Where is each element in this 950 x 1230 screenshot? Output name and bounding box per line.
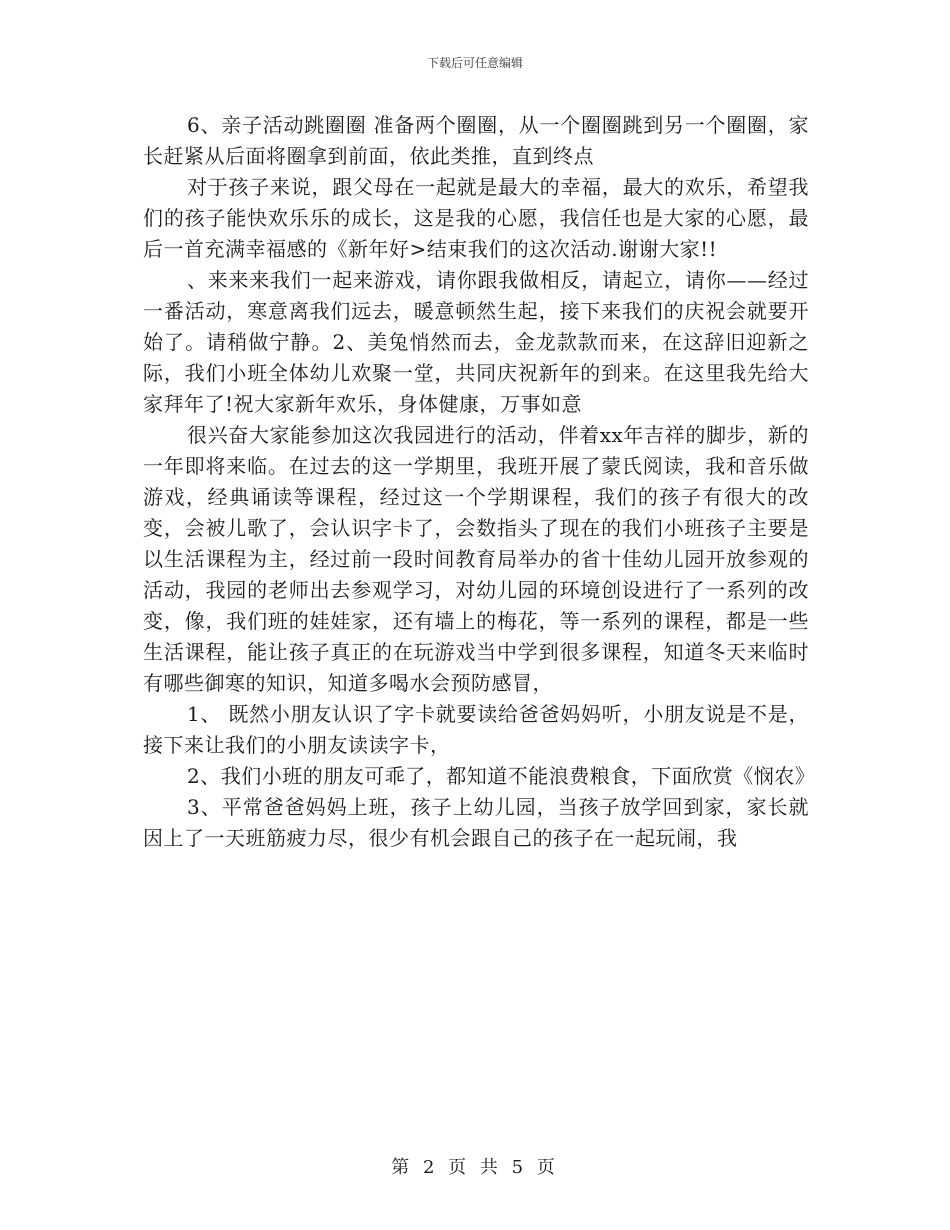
document-body [143,110,816,854]
paragraph-5: 1、 既然小朋友认识了字卡就要读给爸爸妈妈听，小朋友说是不是， 接下来让我们的小朋友读读字卡， [143,702,809,757]
paragraph-3: 、来来来我们一起来游戏，请你跟我做相反，请起立，请你——经过一番活动，寒意离我们远去，暖意顿然生起，接下来我们的庆祝会就要开始了。请稍做宁静。2、美兔悄然而去，金龙款款而来，在这辞旧迎新之际，我们小班全体幼儿欢聚一堂，共同庆祝新年的到来。在这里我先给大家拜年了!祝大家新年欢乐，身体健康，万事如意 [143,268,809,416]
page-header-note: 下载后可任意编辑 [426,56,523,70]
paragraph-4: 很兴奋大家能参加这次我园进行的活动，伴着xx年吉祥的脚步，新的一年即将来临。在过去的这一学期里，我班开展了蒙氏阅读，我和音乐做游戏，经典诵读等课程，经过这一个学期课程，我们的孩子有很大的改变，会被儿歌了，会认识字卡了，会数指头了现在的我们小班孩子主要是以生活课程为主，经过前一段时间教育局举办的省十佳幼儿园开放参观的活动，我园的老师出去参观学习，对幼儿园的环境创设进行了一系列的改变，像，我们班的娃娃家，还有墙上的梅花，等一系列的课程，都是一些生活课程，能让孩子真正的在玩游戏当中学到很多课程，知道冬天来临时有哪些御寒的知识，知道多喝水会预防感冒， [143,423,809,695]
paragraph-6: 2、我们小班的朋友可乖了，都知道不能浪费粮食，下面欣赏《悯农》 [187,764,816,788]
paragraph-7: 3、平常爸爸妈妈上班，孩子上幼儿园，当孩子放学回到家，家长就因上了一天班筋疲力尽，很少有机会跟自己的孩子在一起玩闹，我 [143,795,809,850]
paragraph-2: 对于孩子来说，跟父母在一起就是最大的幸福，最大的欢乐，希望我们的孩子能快欢乐乐的成长，这是我的心愿，我信任也是大家的心愿，最后一首充满幸福感的《新年好>结束我们的这次活动.谢谢大家!! [143,175,809,261]
page-number-footer: 第 2 页 共 5 页 [391,1157,559,1178]
paragraph-1: 6、亲子活动跳圈圈 准备两个圈圈，从一个圈圈跳到另一个圈圈，家长赶紧从后面将圈拿到前面，依此类推，直到终点 [143,113,809,168]
